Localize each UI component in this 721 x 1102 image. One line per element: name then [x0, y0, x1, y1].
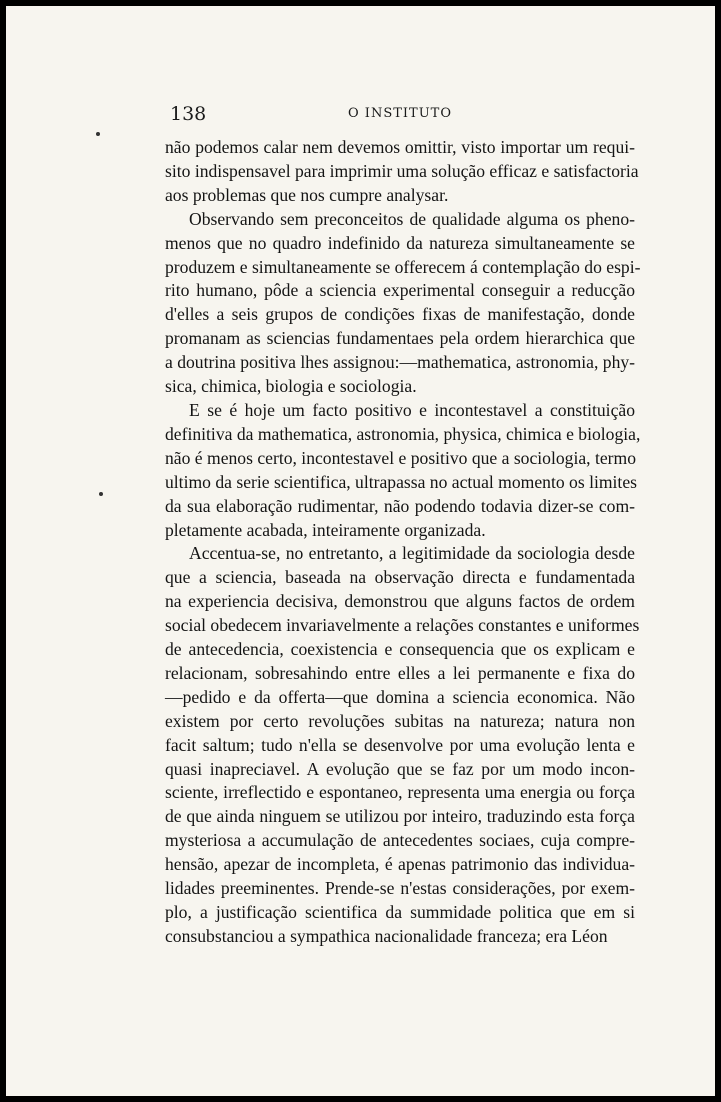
paragraph [165, 208, 641, 399]
text-line: a doutrina positiva lhes assignou:—mathematica, astronomia, phy- [165, 352, 636, 373]
book-page [6, 6, 715, 1096]
text-line: promanam as sciencias fundamentaes pela ordem hierarchica que [165, 328, 635, 349]
margin-mark-middle [99, 492, 103, 496]
text-line: pletamente acabada, inteiramente organizada. [165, 519, 486, 540]
text-line: Accentua-se, no entretanto, a legitimidade da sociologia desde [189, 543, 635, 564]
body-text [165, 136, 641, 949]
running-title: O INSTITUTO [348, 106, 452, 121]
page-header [165, 103, 635, 127]
text-line: facit saltum; tudo n'ella se desenvolve por uma evolução lenta e [165, 734, 635, 755]
text-line: da sua elaboração rudimentar, não podendo todavia dizer-se com- [165, 495, 635, 516]
text-line: existem por certo revoluções subitas na natureza; natura non [165, 710, 635, 731]
text-line: sito indispensavel para imprimir uma solução efficaz e satisfactoria [165, 160, 639, 181]
paragraph [165, 542, 640, 948]
text-line: hensão, apezar de incompleta, é apenas patrimonio das individua- [165, 854, 635, 875]
text-line: definitiva da mathematica, astronomia, physica, chimica e biologia, [165, 423, 641, 444]
text-line: na experiencia decisiva, demonstrou que alguns factos de ordem [165, 591, 635, 612]
text-line: menos que no quadro indefinido da natureza simultaneamente se [165, 232, 635, 253]
text-line: quasi inapreciavel. A evolução que se faz por um modo incon- [165, 758, 635, 779]
text-line: produzem e simultaneamente se offerecem á contemplação do espi- [165, 256, 641, 277]
text-line: rito humano, pôde a sciencia experimental conseguir a reducção [165, 280, 635, 301]
text-line: plo, a justificação scientifica da summidade politica que em si [165, 902, 635, 922]
text-line: Observando sem preconceitos de qualidade alguma os pheno- [189, 208, 635, 229]
text-line: relacionam, sobresahindo entre elles a lei permanente e fixa do [165, 662, 635, 683]
text-line: sciente, irreflectido e espontaneo, representa uma energia ou força [165, 782, 635, 803]
text-line: não podemos calar nem devemos omittir, visto importar um requi- [165, 137, 635, 157]
text-line: de antecedencia, coexistencia e consequencia que os explicam e [165, 639, 635, 660]
text-line: não é menos certo, incontestavel e positivo que a sociologia, termo [165, 447, 636, 468]
text-line: lidades preeminentes. Prende-se n'estas considerações, por exem- [165, 878, 635, 899]
text-line: d'elles a seis grupos de condições fixas de manifestação, donde [165, 304, 635, 325]
text-line: ultimo da serie scientifica, ultrapassa no actual momento os limites [165, 471, 637, 492]
text-line: mysteriosa a accumulação de antecedentes sociaes, cuja compre- [165, 830, 635, 851]
paragraph [165, 399, 641, 542]
text-line: social obedecem invariavelmente a relações constantes e uniformes [165, 615, 640, 636]
text-line: E se é hoje um facto positivo e incontestavel a constituição [189, 399, 635, 420]
text-line: —pedido e da offerta—que domina a sciencia economica. Não [165, 686, 635, 707]
text-line: aos problemas que nos cumpre analysar. [165, 184, 449, 205]
text-line: sica, chimica, biologia e sociologia. [165, 376, 417, 397]
text-line: de que ainda ninguem se utilizou por inteiro, traduzindo esta força [165, 806, 635, 827]
text-line: consubstanciou a sympathica nacionalidade franceza; era Léon [165, 925, 608, 946]
page-number: 138 [170, 103, 207, 125]
text-line: que a sciencia, baseada na observação directa e fundamentada [165, 567, 635, 588]
margin-mark-top [96, 132, 100, 136]
paragraph [165, 136, 639, 208]
